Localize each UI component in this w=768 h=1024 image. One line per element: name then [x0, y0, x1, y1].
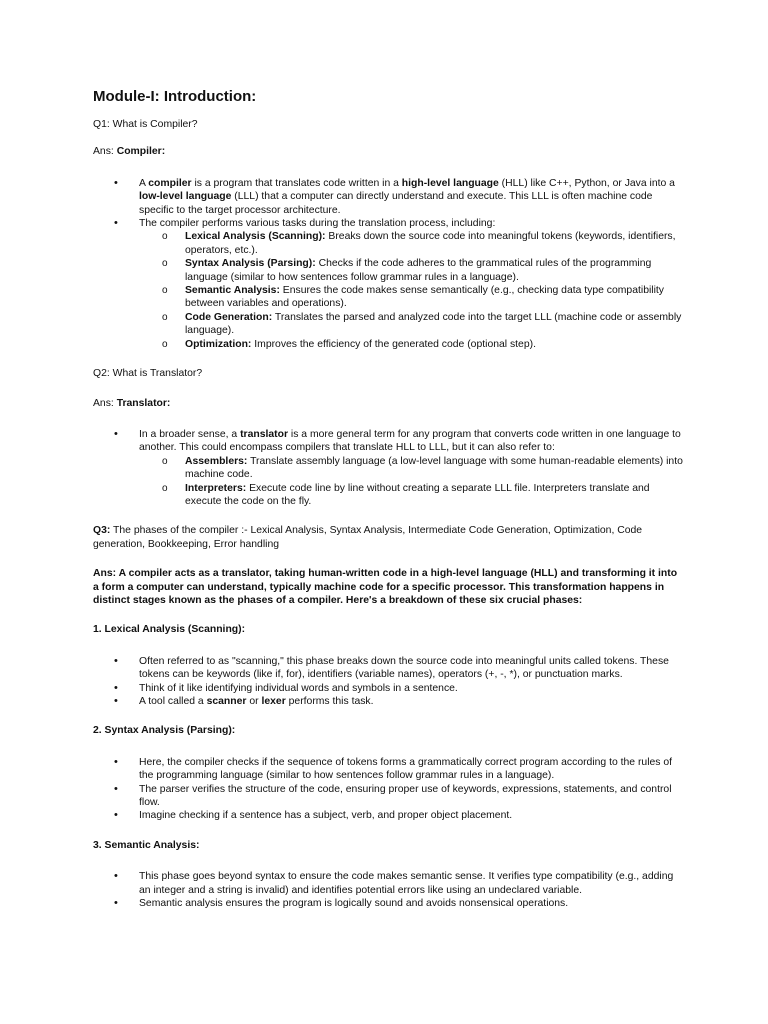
q1-bullet-1 [93, 177, 683, 217]
phase-2-list [93, 756, 683, 823]
q1-ans-term: Compiler: [116, 146, 166, 158]
q1-task-1-label: Lexical Analysis (Scanning): [185, 231, 326, 243]
text-run: A [139, 177, 149, 189]
q3-answer: Ans: A compiler acts as a translator, taking human-written code in a high-level language (HLL) and transforming it into a form a computer can understand, typically machine code for a specific processor. This transformation happens in distinct stages known as the phases of a compiler. Here's a breakdown of these six crucial phases: [93, 568, 678, 606]
text-run: (LLL) that a computer can directly understand and execute. This LLL is often machine code specific to the target processor architecture. [139, 191, 653, 216]
q1-task-3-text: Ensures the code makes sense semantically (e.g., checking data type compatibility between variables and operations). [185, 285, 664, 310]
q2-translators-list [139, 455, 683, 509]
phase-2-bullet-3-text [139, 810, 512, 821]
q2-sub-2-text: Execute code line by line without creating a separate LLL file. Interpreters translate and execute the code on the fly. [185, 482, 650, 507]
phase-2-bullet-3 [93, 809, 683, 822]
q1-task-5-label: Optimization: [185, 338, 252, 350]
phase-1-heading: 1. Lexical Analysis (Scanning): [93, 624, 246, 636]
text-run: Here, the compiler checks if the sequence of tokens forms a grammatically correct program according to the rules of the programming language (similar to how sentences follow grammar rules in a language). [139, 756, 673, 782]
q1-task-1-text: Breaks down the source code into meaningful tokens (keywords, identifiers, operators, etc.). [185, 231, 676, 256]
q2-bullet-1-text [139, 429, 681, 453]
q1-task-3-label: Semantic Analysis: [185, 285, 280, 297]
q1-task-4-text: Translates the parsed and analyzed code into the target LLL (machine code or assembly language). [185, 311, 682, 337]
q1-ans-prefix: Ans: [93, 146, 117, 158]
phase-3-bullet-2-text [139, 898, 568, 909]
q1-bullet-1-text [139, 178, 675, 216]
bold-term: translator [240, 428, 289, 440]
phase-3-bullet-1-text [139, 871, 673, 895]
q3-text: The phases of the compiler :- Lexical Analysis, Syntax Analysis, Intermediate Code Generation, Optimization, Code generation, Bookkeeping, Error handling [93, 525, 643, 550]
phase-2-bullet-2 [93, 783, 683, 810]
text-run: performs this task. [285, 696, 374, 707]
q2-ans-term: Translator: [116, 397, 171, 409]
phase-2-heading: 2. Syntax Analysis (Parsing): [93, 725, 236, 737]
phase-1-list [93, 655, 683, 709]
bold-term: lexer [261, 696, 286, 707]
phase-2-bullet-1 [93, 756, 683, 783]
bold-term: scanner [206, 696, 247, 707]
q2-sub-2-label: Interpreters: [185, 482, 247, 494]
q1-task-1 [139, 230, 683, 257]
q2-ans-prefix: Ans: [93, 397, 117, 409]
text-run: The parser verifies the structure of the code, ensuring proper use of keywords, expressions, statements, and control flow. [139, 783, 672, 809]
phase-3-bullet-1 [93, 870, 683, 897]
phase-1-bullet-3 [93, 695, 683, 708]
q2-sub-1-label: Assemblers: [185, 455, 248, 467]
text-run: (HLL) like C++, Python, or Java into a [498, 177, 675, 189]
q2-sub-1 [139, 455, 683, 482]
phase-1-bullet-3-text [139, 696, 374, 707]
q1-task-2-label: Syntax Analysis (Parsing): [185, 258, 316, 270]
q3-question [93, 524, 683, 551]
q2-bullet-list [93, 428, 683, 508]
text-run: is a more general term for any program that converts code written in one language to another. This could encompass compilers that translate HLL to LLL, but it can also refer to: [139, 428, 681, 454]
q1-bullet-list [93, 177, 683, 351]
q2-question: Q2: What is Translator? [93, 368, 203, 380]
phase-3-bullet-2 [93, 897, 683, 910]
phase-3-heading: 3. Semantic Analysis: [93, 839, 200, 851]
bold-term: high-level language [401, 177, 499, 189]
q1-task-5-text: Improves the efficiency of the generated code (optional step). [251, 338, 536, 350]
q1-task-5 [139, 338, 683, 351]
q1-task-2 [139, 257, 683, 284]
bold-term: compiler [148, 177, 192, 189]
phase-1-bullet-1-text [139, 656, 669, 680]
phase-3-list [93, 870, 683, 910]
phase-1-bullet-2 [93, 682, 683, 695]
text-run: This phase goes beyond syntax to ensure the code makes semantic sense. It verifies type compatibility (e.g., adding an integer and a string is invalid) and identifies potential errors like using an undeclared variable. [139, 871, 674, 896]
text-run: The compiler performs various tasks during the translation process, including: [139, 218, 496, 230]
text-run: is a program that translates code written in a [191, 177, 402, 189]
text-run: or [246, 696, 262, 707]
q1-question: Q1: What is Compiler? [93, 119, 198, 130]
text-run: Semantic analysis ensures the program is logically sound and avoids nonsensical operations. [139, 898, 569, 910]
bold-term: low-level language [139, 191, 232, 203]
text-run: Think of it like identifying individual words and symbols in a sentence. [139, 682, 458, 694]
phase-1-bullet-1 [93, 655, 683, 682]
q2-answer-label [93, 397, 683, 410]
q1-task-4-label: Code Generation: [185, 311, 273, 323]
q1-bullet-2-text [139, 218, 495, 229]
q2-sub-1-text: Translate assembly language (a low-level language with some human-readable elements) into machine code. [185, 455, 683, 481]
text-run: Often referred to as "scanning," this phase breaks down the source code into meaningful units called tokens. These tokens can be keywords (like if, for), identifiers (variable names), operators (+, -, *), or punctuation marks. [139, 655, 669, 681]
q1-tasks-list [139, 230, 683, 351]
q2-bullet-1 [93, 428, 683, 508]
phase-1-bullet-2-text [139, 683, 458, 694]
text-run: In a broader sense, a [139, 428, 241, 440]
page-title: Module-I: Introduction: [93, 88, 257, 105]
q1-task-2-text: Checks if the code adheres to the grammatical rules of the programming language (similar to how sentences follow grammar rules in a language). [185, 258, 652, 283]
text-run: A tool called a [139, 696, 207, 707]
q3-label: Q3: [93, 525, 111, 537]
phase-2-bullet-1-text [139, 757, 672, 781]
q1-answer-label [93, 145, 683, 158]
q2-sub-2 [139, 482, 683, 509]
document-content [93, 88, 683, 910]
q1-bullet-2 [93, 217, 683, 351]
text-run: Imagine checking if a sentence has a subject, verb, and proper object placement. [139, 810, 513, 822]
phase-2-bullet-2-text [139, 784, 672, 808]
q1-task-3 [139, 284, 683, 311]
q1-task-4 [139, 311, 683, 338]
